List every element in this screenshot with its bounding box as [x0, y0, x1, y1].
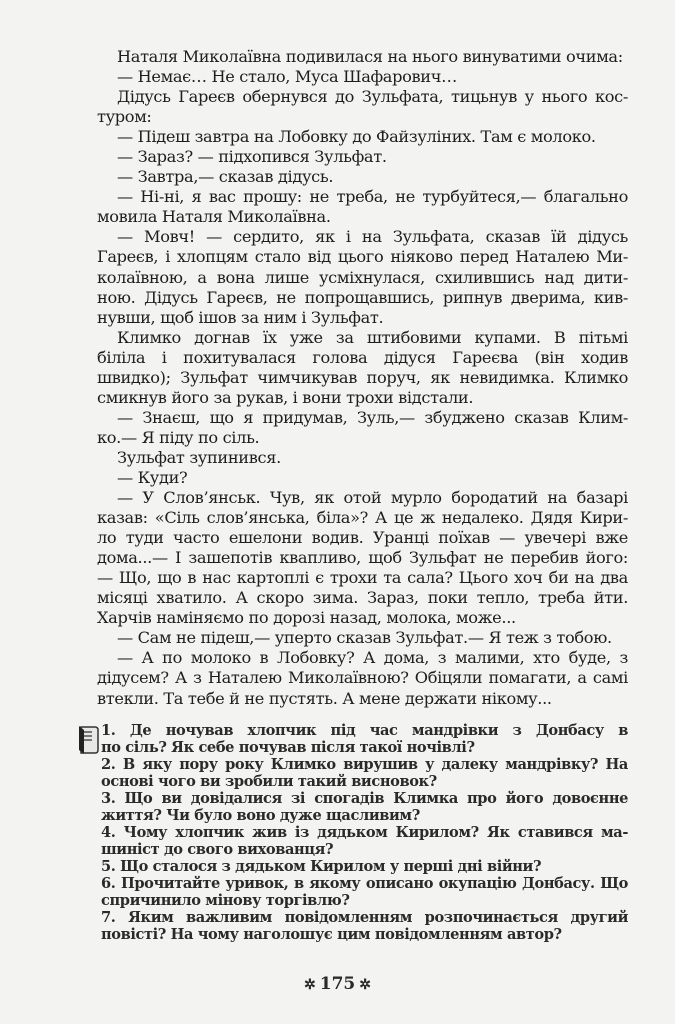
text-line: — А по молоко в Лобовку? А дома, з малими, хто буде, з: [117, 648, 628, 668]
question-item: [101, 909, 628, 943]
text-line: 3. Що ви довідалися зі спогадів Климка про його довоєнне: [101, 790, 628, 807]
text-line: — У Слов’янськ. Чув, як отой мурло бородатий на базарі: [117, 488, 628, 508]
paragraph: [97, 47, 628, 67]
text-line: Наталя Миколаївна подивилася на нього винуватими очима:: [117, 47, 623, 66]
text-line: — Знаєш, що я придумав, Зуль,— збуджено сказав Клим-: [117, 407, 628, 427]
text-line: 7. Яким важливим повідомленням розпочинається другий: [101, 909, 628, 926]
text-line: швидко); Зульфат чимчикував поруч, як невидимка. Климко: [97, 367, 628, 387]
text-line: — Немає… Не стало, Муса Шафарович…: [117, 67, 457, 87]
text-line: Гареєв, і хлопцям стало від цього ніяково перед Наталею Ми-: [97, 247, 628, 267]
text-line: Зульфат зупинився.: [117, 447, 281, 467]
text-line: Харчів наміняємо по дорозі назад, молока, може...: [97, 608, 516, 628]
question-item: [101, 756, 628, 790]
star-ornament-icon: ✲: [359, 977, 371, 993]
paragraph: [97, 167, 628, 187]
paragraph: [97, 468, 628, 488]
text-line: ко.— Я піду по сіль.: [97, 427, 260, 447]
text-line: — Сам не підеш,— уперто сказав Зульфат.— Я теж з тобою.: [117, 628, 612, 648]
paragraph: [97, 448, 628, 468]
text-line: дідусем? А з Наталею Миколаївною? Обіцяли помагати, а самі: [97, 668, 628, 688]
paragraph: [97, 87, 628, 127]
text-line: — Куди?: [117, 467, 188, 487]
question-item: [101, 875, 628, 909]
star-ornament-icon: ✲: [304, 977, 316, 993]
text-line: мовила Наталя Миколаївна.: [97, 207, 331, 227]
text-line: 2. В яку пору року Климко вирушив у далеку мандрівку? На: [101, 756, 628, 773]
text-line: 4. Чому хлопчик жив із дядьком Кирилом? Як ставився ма-: [101, 824, 628, 841]
text-line: нувши, щоб ішов за ним і Зульфат.: [97, 307, 384, 327]
paragraph: [97, 648, 628, 708]
paragraph: [97, 67, 628, 87]
text-line: ною. Дідусь Гареєв, не попрощавшись, рипнув дверима, кив-: [97, 287, 628, 307]
text-line: туром:: [97, 107, 152, 127]
paragraph: [97, 488, 628, 628]
book-icon: [78, 724, 100, 756]
paragraph: [97, 187, 628, 227]
text-line: — Що, що в нас картоплі є трохи та сала? Цього хоч би на два: [97, 568, 628, 588]
text-line: повісті? На чому наголошує цим повідомленням автор?: [101, 926, 562, 943]
text-line: смикнув його за рукав, і вони трохи відстали.: [97, 387, 474, 407]
text-line: колаївною, а вона лише усміхнулася, схилившись над дити-: [97, 267, 628, 287]
text-line: Климко догнав їх уже за штибовими купами. В пітьмі: [117, 327, 628, 347]
paragraph: [97, 147, 628, 167]
story-text: [97, 47, 628, 709]
text-line: по сіль? Як себе почував після такої ночівлі?: [101, 739, 475, 756]
text-line: — Підеш завтра на Лобовку до Файзуліних. Там є молоко.: [117, 127, 596, 147]
text-line: життя? Чи було воно дуже щасливим?: [101, 807, 420, 824]
text-line: 6. Прочитайте уривок, в якому описано окупацію Донбасу. Що: [101, 875, 628, 892]
text-line: шиніст до свого вихованця?: [101, 841, 334, 858]
paragraph: [97, 328, 628, 408]
text-line: — Завтра,— сказав дідусь.: [117, 167, 334, 187]
page-number: ✲ 175 ✲: [304, 974, 371, 994]
paragraph: [97, 628, 628, 648]
questions-list: [101, 722, 628, 943]
paragraph: [97, 227, 628, 327]
question-item: [101, 790, 628, 824]
text-line: 1. Де ночував хлопчик під час мандрівки з Донбасу в: [101, 722, 628, 739]
text-line: біліла і похитувалася голова дідуся Гареєва (він ходив: [97, 347, 628, 367]
text-line: дома...— І зашепотів квапливо, щоб Зульфат не перебив його:: [97, 548, 628, 568]
question-item: [101, 858, 628, 875]
text-line: — Зараз? — підхопився Зульфат.: [117, 147, 387, 167]
question-item: [101, 722, 628, 756]
paragraph: [97, 127, 628, 147]
text-line: — Ні-ні, я вас прошу: не треба, не турбуйтеся,— благально: [117, 187, 628, 207]
text-line: — Мовч! — сердито, як і на Зульфата, сказав їй дідусь: [117, 227, 628, 247]
text-line: 5. Що сталося з дядьком Кирилом у перші дні війни?: [101, 858, 542, 875]
text-line: ло туди часто ешелони водив. Уранці поїхав — увечері вже: [97, 528, 628, 548]
paragraph: [97, 408, 628, 448]
text-line: основі чого ви зробили такий висновок?: [101, 773, 437, 790]
text-line: казав: «Сіль слов’янська, біла»? А це ж недалеко. Дядя Кири-: [97, 508, 628, 528]
question-item: [101, 824, 628, 858]
text-line: місяці хватило. А скоро зима. Зараз, поки тепло, треба йти.: [97, 588, 628, 608]
text-line: спричинило мінову торгівлю?: [101, 892, 350, 909]
text-line: втекли. Та тебе й не пустять. А мене держати нікому...: [97, 688, 552, 708]
text-line: Дідусь Гареєв обернувся до Зульфата, тицьнув у нього кос-: [117, 87, 628, 107]
